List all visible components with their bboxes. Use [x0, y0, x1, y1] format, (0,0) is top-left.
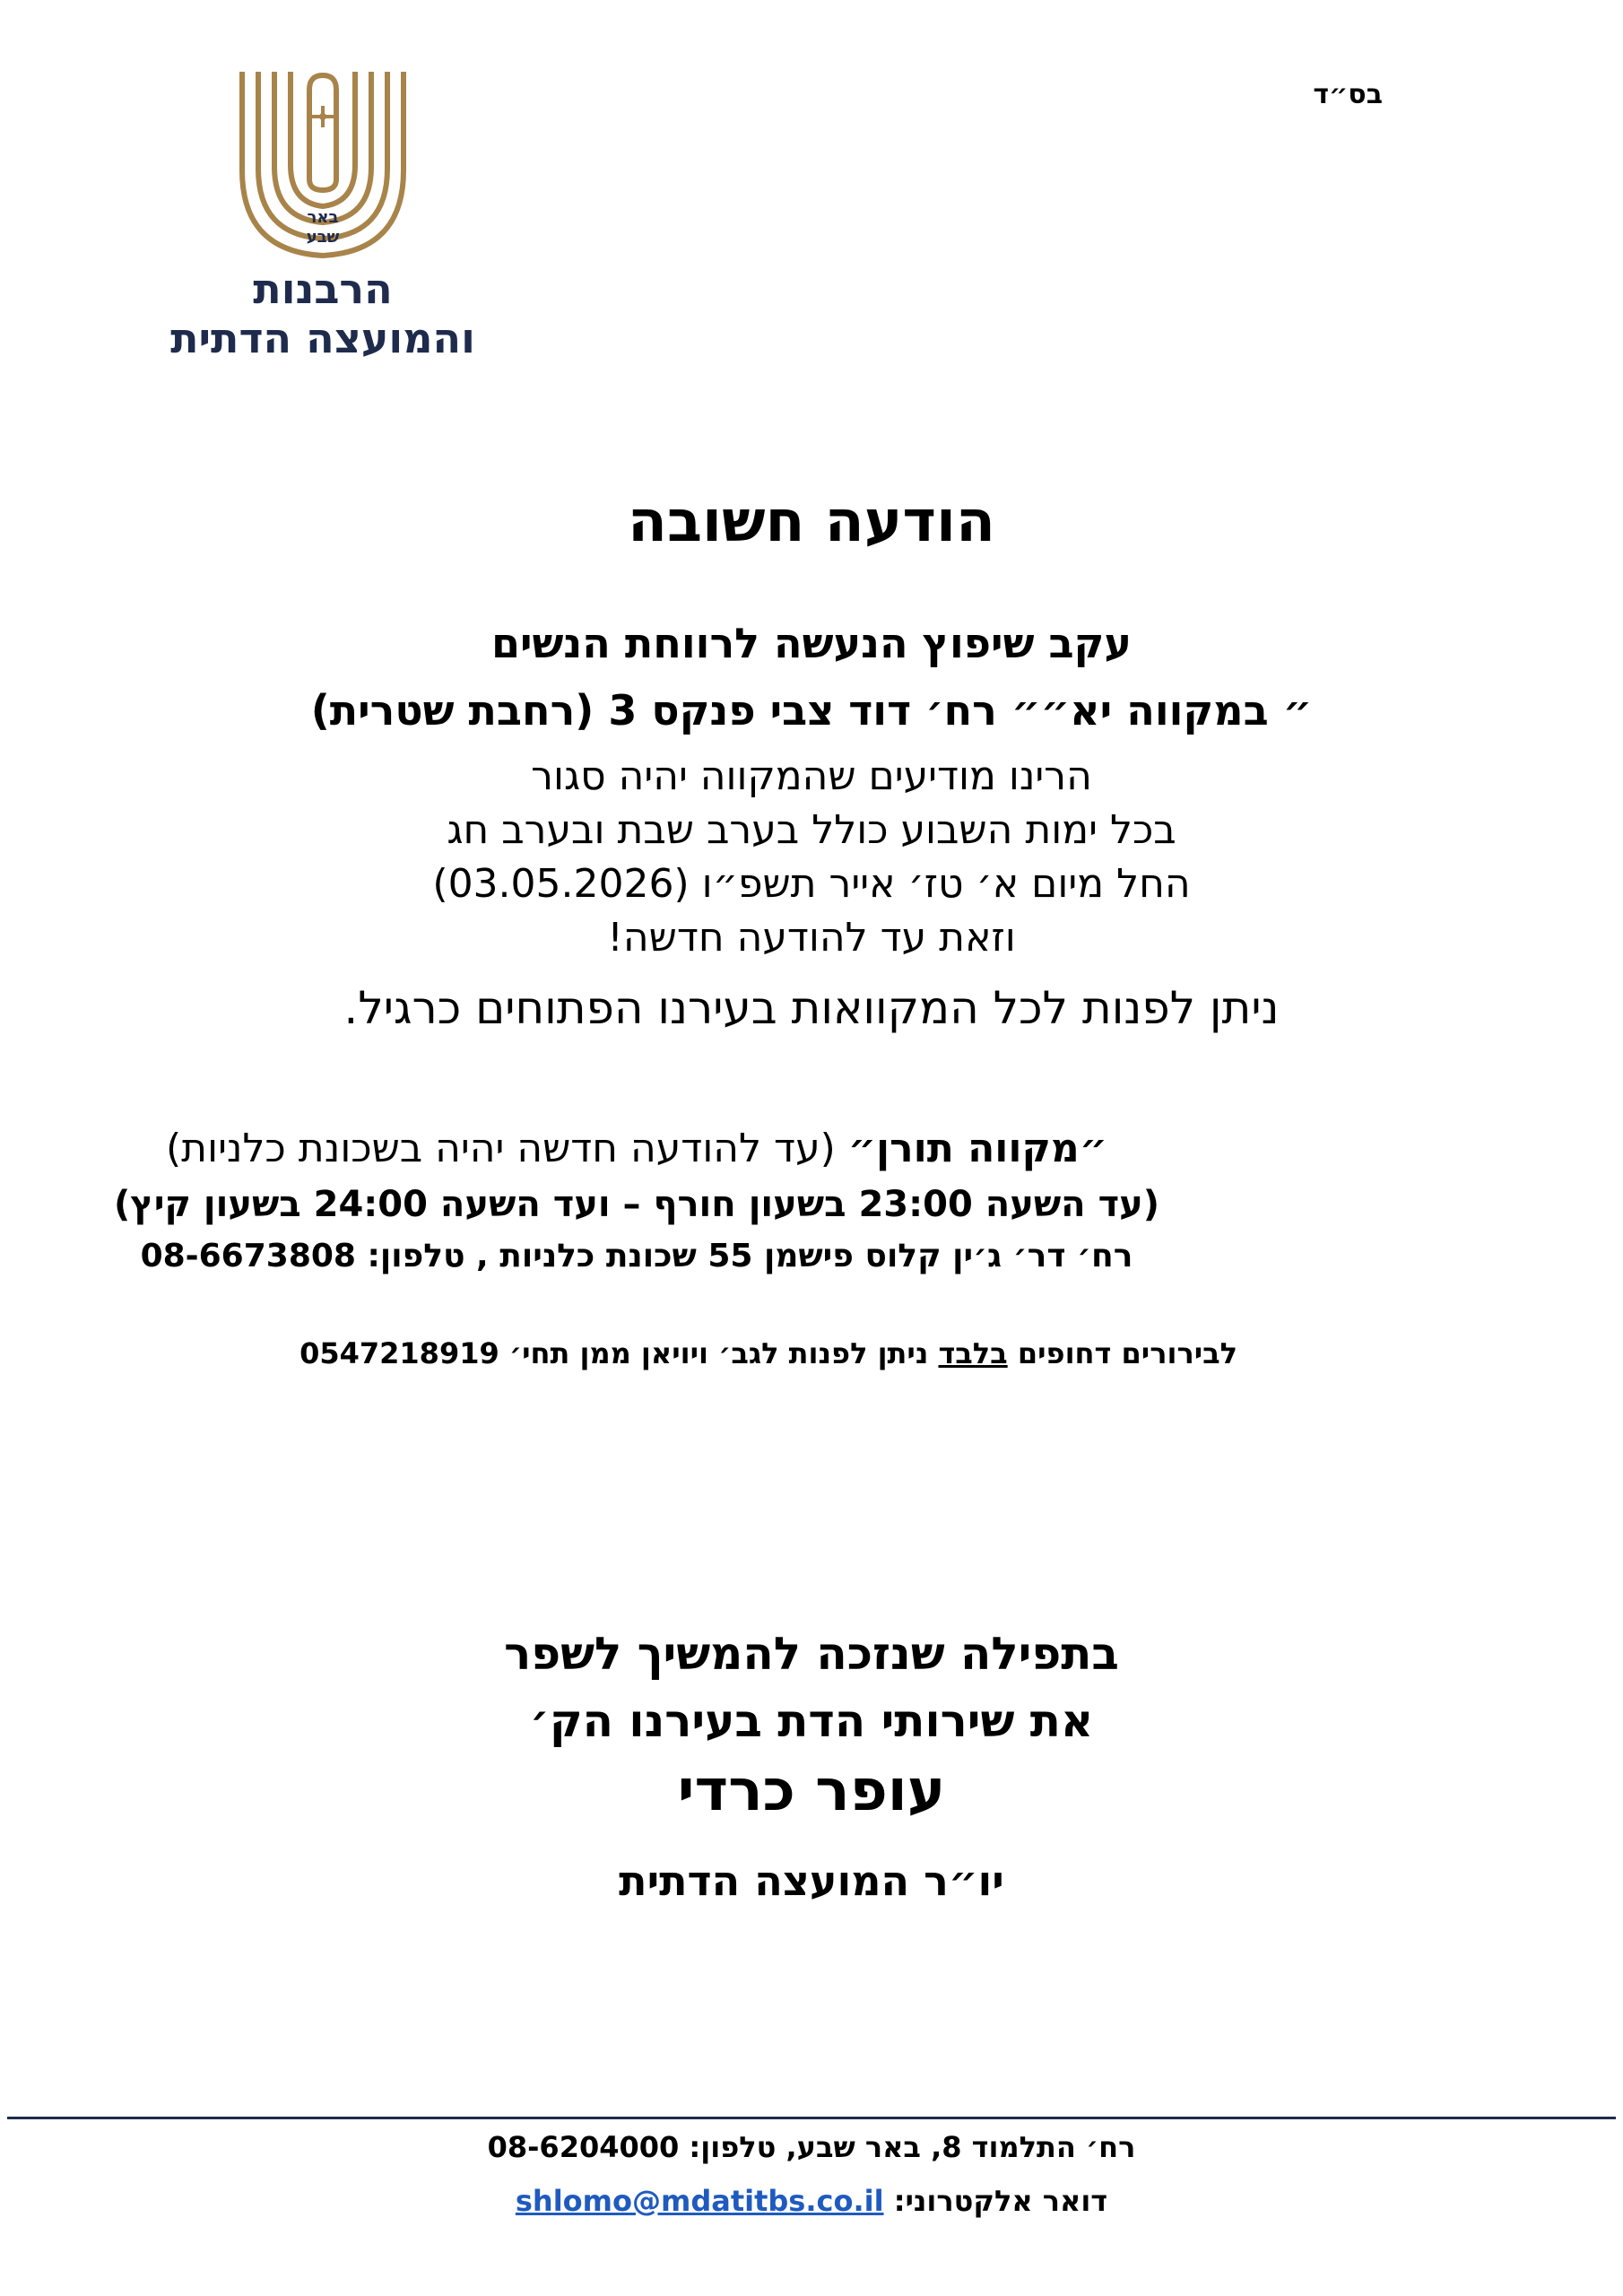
- notice-body-line4: וזאת עד להודעה חדשה!: [607, 915, 1016, 961]
- alternative-mikveh-hours: (עד השעה 23:00 בשעון חורף – ועד השעה 24:00 בשעון קיץ): [113, 1184, 1160, 1225]
- emergency-contact: [299, 1336, 1237, 1370]
- notice-body-line3: החל מיום א׳ טז׳ אייר תשפ״ו (03.05.2026): [432, 861, 1191, 907]
- closing-line2: את שירותי הדת בעירנו הק׳: [529, 1695, 1094, 1747]
- signer-name: עופר כרדי: [677, 1758, 946, 1824]
- closing-line1: בתפילה שנזכה להמשיך לשפר: [504, 1628, 1119, 1680]
- footer-email-link[interactable]: shlomo@mdatitbs.co.il: [515, 2184, 884, 2218]
- bsd-header: בס״ד: [1313, 79, 1383, 110]
- notice-reason-line2: ״ במקווה יא״״ רח׳ דוד צבי פנקס 3 (רחבת שטרית): [310, 686, 1313, 735]
- notice-reason-line1: עקב שיפוץ הנעשה לרווחת הנשים: [490, 619, 1133, 667]
- logo-org-line2: והמועצה הדתית: [170, 314, 475, 362]
- logo: [135, 63, 511, 368]
- alternative-mikveh-name-bold: ״מקווה תורן״: [847, 1126, 1107, 1171]
- footer-email-label: דואר אלקטרוני:: [883, 2184, 1108, 2218]
- logo-emblem-text-2: שבע: [306, 228, 340, 247]
- footer-address: רח׳ התלמוד 8, באר שבע, טלפון: 08-6204000: [487, 2130, 1136, 2164]
- logo-org-line1: הרבנות: [253, 265, 393, 313]
- emergency-contact-part1: לבירורים דחופים: [1007, 1336, 1237, 1370]
- footer-divider: [7, 2117, 1616, 2119]
- emergency-contact-part2: ניתן לפנות לגב׳ ויויאן ממן תחי׳ 0547218919: [299, 1336, 939, 1370]
- notice-body-line1: הרינו מודיעים שהמקווה יהיה סגור: [531, 753, 1092, 799]
- alternative-mikveh-address: רח׳ דר׳ ג׳ין קלוס פישמן 55 שכונת כלניות , טלפון: 08-6673808: [140, 1238, 1133, 1274]
- notice-body-line2: בכל ימות השבוע כולל בערב שבת ובערב חג: [447, 807, 1176, 853]
- notice-redirect: ניתן לפנות לכל המקוואות בעירנו הפתוחים כרגיל.: [343, 982, 1280, 1034]
- notice-title: הודעה חשובה: [628, 489, 995, 555]
- footer-email: [0, 2184, 1623, 2218]
- emergency-contact-underlined: בלבד: [938, 1336, 1008, 1370]
- logo-emblem-icon: [224, 63, 421, 269]
- alternative-mikveh-name: [0, 1126, 1309, 1171]
- signer-role: יו״ר המועצה הדתית: [619, 1857, 1004, 1905]
- alternative-mikveh-name-rest: (עד להודעה חדשה יהיה בשכונת כלניות): [166, 1126, 848, 1171]
- logo-emblem-text-1: באר: [307, 208, 339, 227]
